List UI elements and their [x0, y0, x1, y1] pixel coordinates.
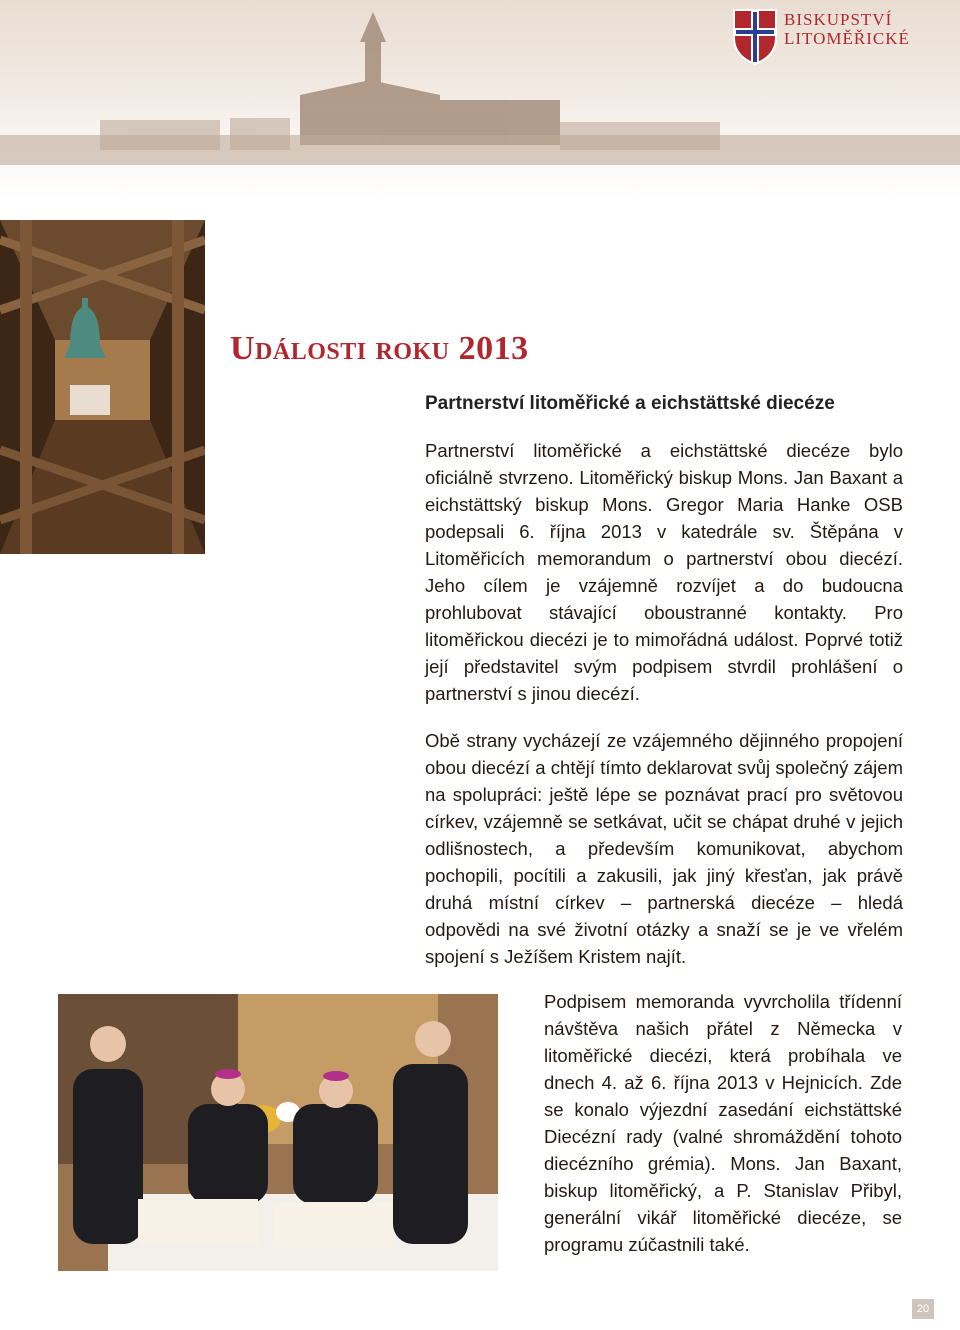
article-subtitle: Partnerství litoměřické a eichstättské diecéze — [425, 393, 835, 414]
signing-ceremony-photo — [58, 994, 498, 1271]
diocese-logo — [732, 8, 932, 68]
article-paragraph-3: Podpisem memoranda vyvrcholila třídenní návštěva našich přátel z Německa v litoměřické diecézi, která probíhala ve dnech 4. až 6. října 2013 v Hejnicích. Zde se konalo výjezdní zasedání eichstättské Diecézní rady (valné shromáždění tohoto diecézního grémia). Mons. Jan Baxant, biskup litoměřický, a P. Stanislav Přibyl, generální vikář litoměřické diecéze, se programu zúčastnili také. — [544, 991, 902, 1255]
diocese-shield-icon — [732, 8, 778, 66]
bell-tower-illustration — [0, 220, 205, 554]
logo-line-1: BISKUPSTVÍ — [784, 10, 893, 29]
logo-line-2: LITOMĚŘICKÉ — [784, 29, 910, 48]
bell-tower-photo — [0, 220, 205, 554]
header-banner — [0, 0, 960, 200]
page-number: 20 — [912, 1299, 934, 1319]
signing-ceremony-illustration — [58, 994, 498, 1271]
article-paragraph-1: Partnerství litoměřické a eichstättské diecéze bylo oficiálně stvrzeno. Litoměřický biskup Mons. Jan Baxant a eichstättský biskup Mons. Gregor Maria Hanke OSB podepsali 6. října 2013 v katedrále sv. Štěpána v Litoměřicích memorandum o partnerství obou diecézí. Jeho cílem je vzájemně rozvíjet a do budoucna prohlubovat stávající oboustranné kontakty. Pro litoměřickou diecézi je to mimořádná událost. Poprvé totiž její představitel svým podpisem stvrdil prohlášení o partnerství s jinou diecézí. — [425, 440, 903, 704]
article-paragraph-2: Obě strany vycházejí ze vzájemného dějinného propojení obou diecézí a chtějí tímto deklarovat svůj společný zájem na spolupráci: ještě lépe se poznávat prací pro světovou církev, vzájemně se setkávat, učit se chápat druhé v jejich odlišnostech, a především komunikovat, abychom pochopili, pocítili a zakusili, jak jiný křesťan, jak právě druhá místní církev – partnerská diecéze – hledá odpovědi na své životní otázky a snaží se je ve vřelém spojení s Ježíšem Kristem najít. — [425, 730, 903, 967]
page-title: Události roku 2013 — [230, 330, 529, 367]
